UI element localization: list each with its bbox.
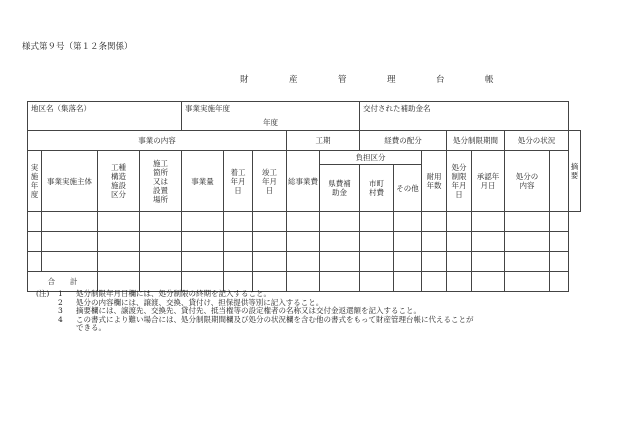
site-column <box>140 151 182 212</box>
disposal-status-header: 処分の状況 <box>505 131 569 151</box>
table-row <box>28 232 581 252</box>
impl-year-column <box>28 151 42 212</box>
pref-subsidy-label: 県費補助金 <box>328 179 351 197</box>
property-ledger-table <box>27 101 581 292</box>
table-row <box>28 252 581 272</box>
quantity-column: 事業量 <box>182 151 224 212</box>
notes-label: (注) <box>36 289 50 298</box>
period-group-header: 工期 <box>287 131 360 151</box>
useful-life-label: 耐用年数 <box>426 172 442 190</box>
note-item <box>36 316 476 333</box>
impl-year-column-label: 実施年度 <box>30 163 39 199</box>
district-name-cell: 地区名（集落名） <box>28 102 182 131</box>
other-column: その他 <box>394 165 422 212</box>
site-label: 施工箇所又は設置場所 <box>153 158 168 204</box>
start-date-column <box>224 151 253 212</box>
city-cost-label: 市町村費 <box>369 179 384 197</box>
total-cost-column: 総事業費 <box>287 151 320 212</box>
year-unit-label: 年度 <box>263 118 278 127</box>
note-text: 摘要欄には、譲渡先、交換先、貸付先、抵当権等の設定権者の名称又は交付金返還額を記入すること。 <box>76 306 421 316</box>
city-cost-column <box>360 165 394 212</box>
entity-column: 事業実施主体 <box>42 151 98 212</box>
form-number: 様式第９号（第１２条関係） <box>22 42 133 52</box>
limit-date-column <box>447 151 472 212</box>
note-text: この書式により難い場合には、処分制限期間欄及び処分の状況欄を含む他の書式をもって財産管理台帳に代えることができる。 <box>76 314 474 333</box>
note-number: 1 <box>58 289 63 298</box>
end-date-column <box>253 151 287 212</box>
content-group-header: 事業の内容 <box>28 131 287 151</box>
note-text: 処分の内容欄には、譲渡、交換、貸付け、担保提供等別に記入すること。 <box>76 297 324 307</box>
facility-type-column <box>98 151 140 212</box>
pref-subsidy-column <box>320 165 360 212</box>
remarks-label: 摘要 <box>570 162 579 180</box>
remarks-header <box>569 131 581 212</box>
table-row <box>28 212 581 232</box>
note-number: 2 <box>58 297 63 307</box>
useful-life-column <box>422 151 447 212</box>
disposal-content-column <box>505 151 550 212</box>
cost-group-header: 経費の配分 <box>360 131 447 151</box>
approval-date-column <box>472 151 505 212</box>
impl-year-label: 事業実施年度 <box>185 104 230 113</box>
impl-year-cell <box>182 102 360 131</box>
disposal-period-header: 処分制限期間 <box>447 131 505 151</box>
limit-date-label: 処分制限年月日 <box>451 163 467 199</box>
total-label: 合 計 <box>28 272 98 292</box>
end-date-label: 竣工年月日 <box>262 167 277 195</box>
facility-type-label: 工種構造施設区分 <box>111 163 126 199</box>
approval-date-label: 承認年月日 <box>476 172 500 190</box>
burden-group-header: 負担区分 <box>320 151 422 165</box>
disposal-content-label: 処分の内容 <box>515 172 539 190</box>
note-number: 3 <box>58 306 63 316</box>
document-title: 財 産 管 理 台 帳 <box>240 75 510 85</box>
start-date-label: 着工年月日 <box>230 167 246 195</box>
notes-section <box>36 290 476 333</box>
note-text: 処分制限年月日欄には、処分制限の終期を記入すること。 <box>76 289 271 298</box>
note-number: 4 <box>58 314 63 324</box>
grant-name-cell: 交付された補助金名 <box>360 102 569 131</box>
